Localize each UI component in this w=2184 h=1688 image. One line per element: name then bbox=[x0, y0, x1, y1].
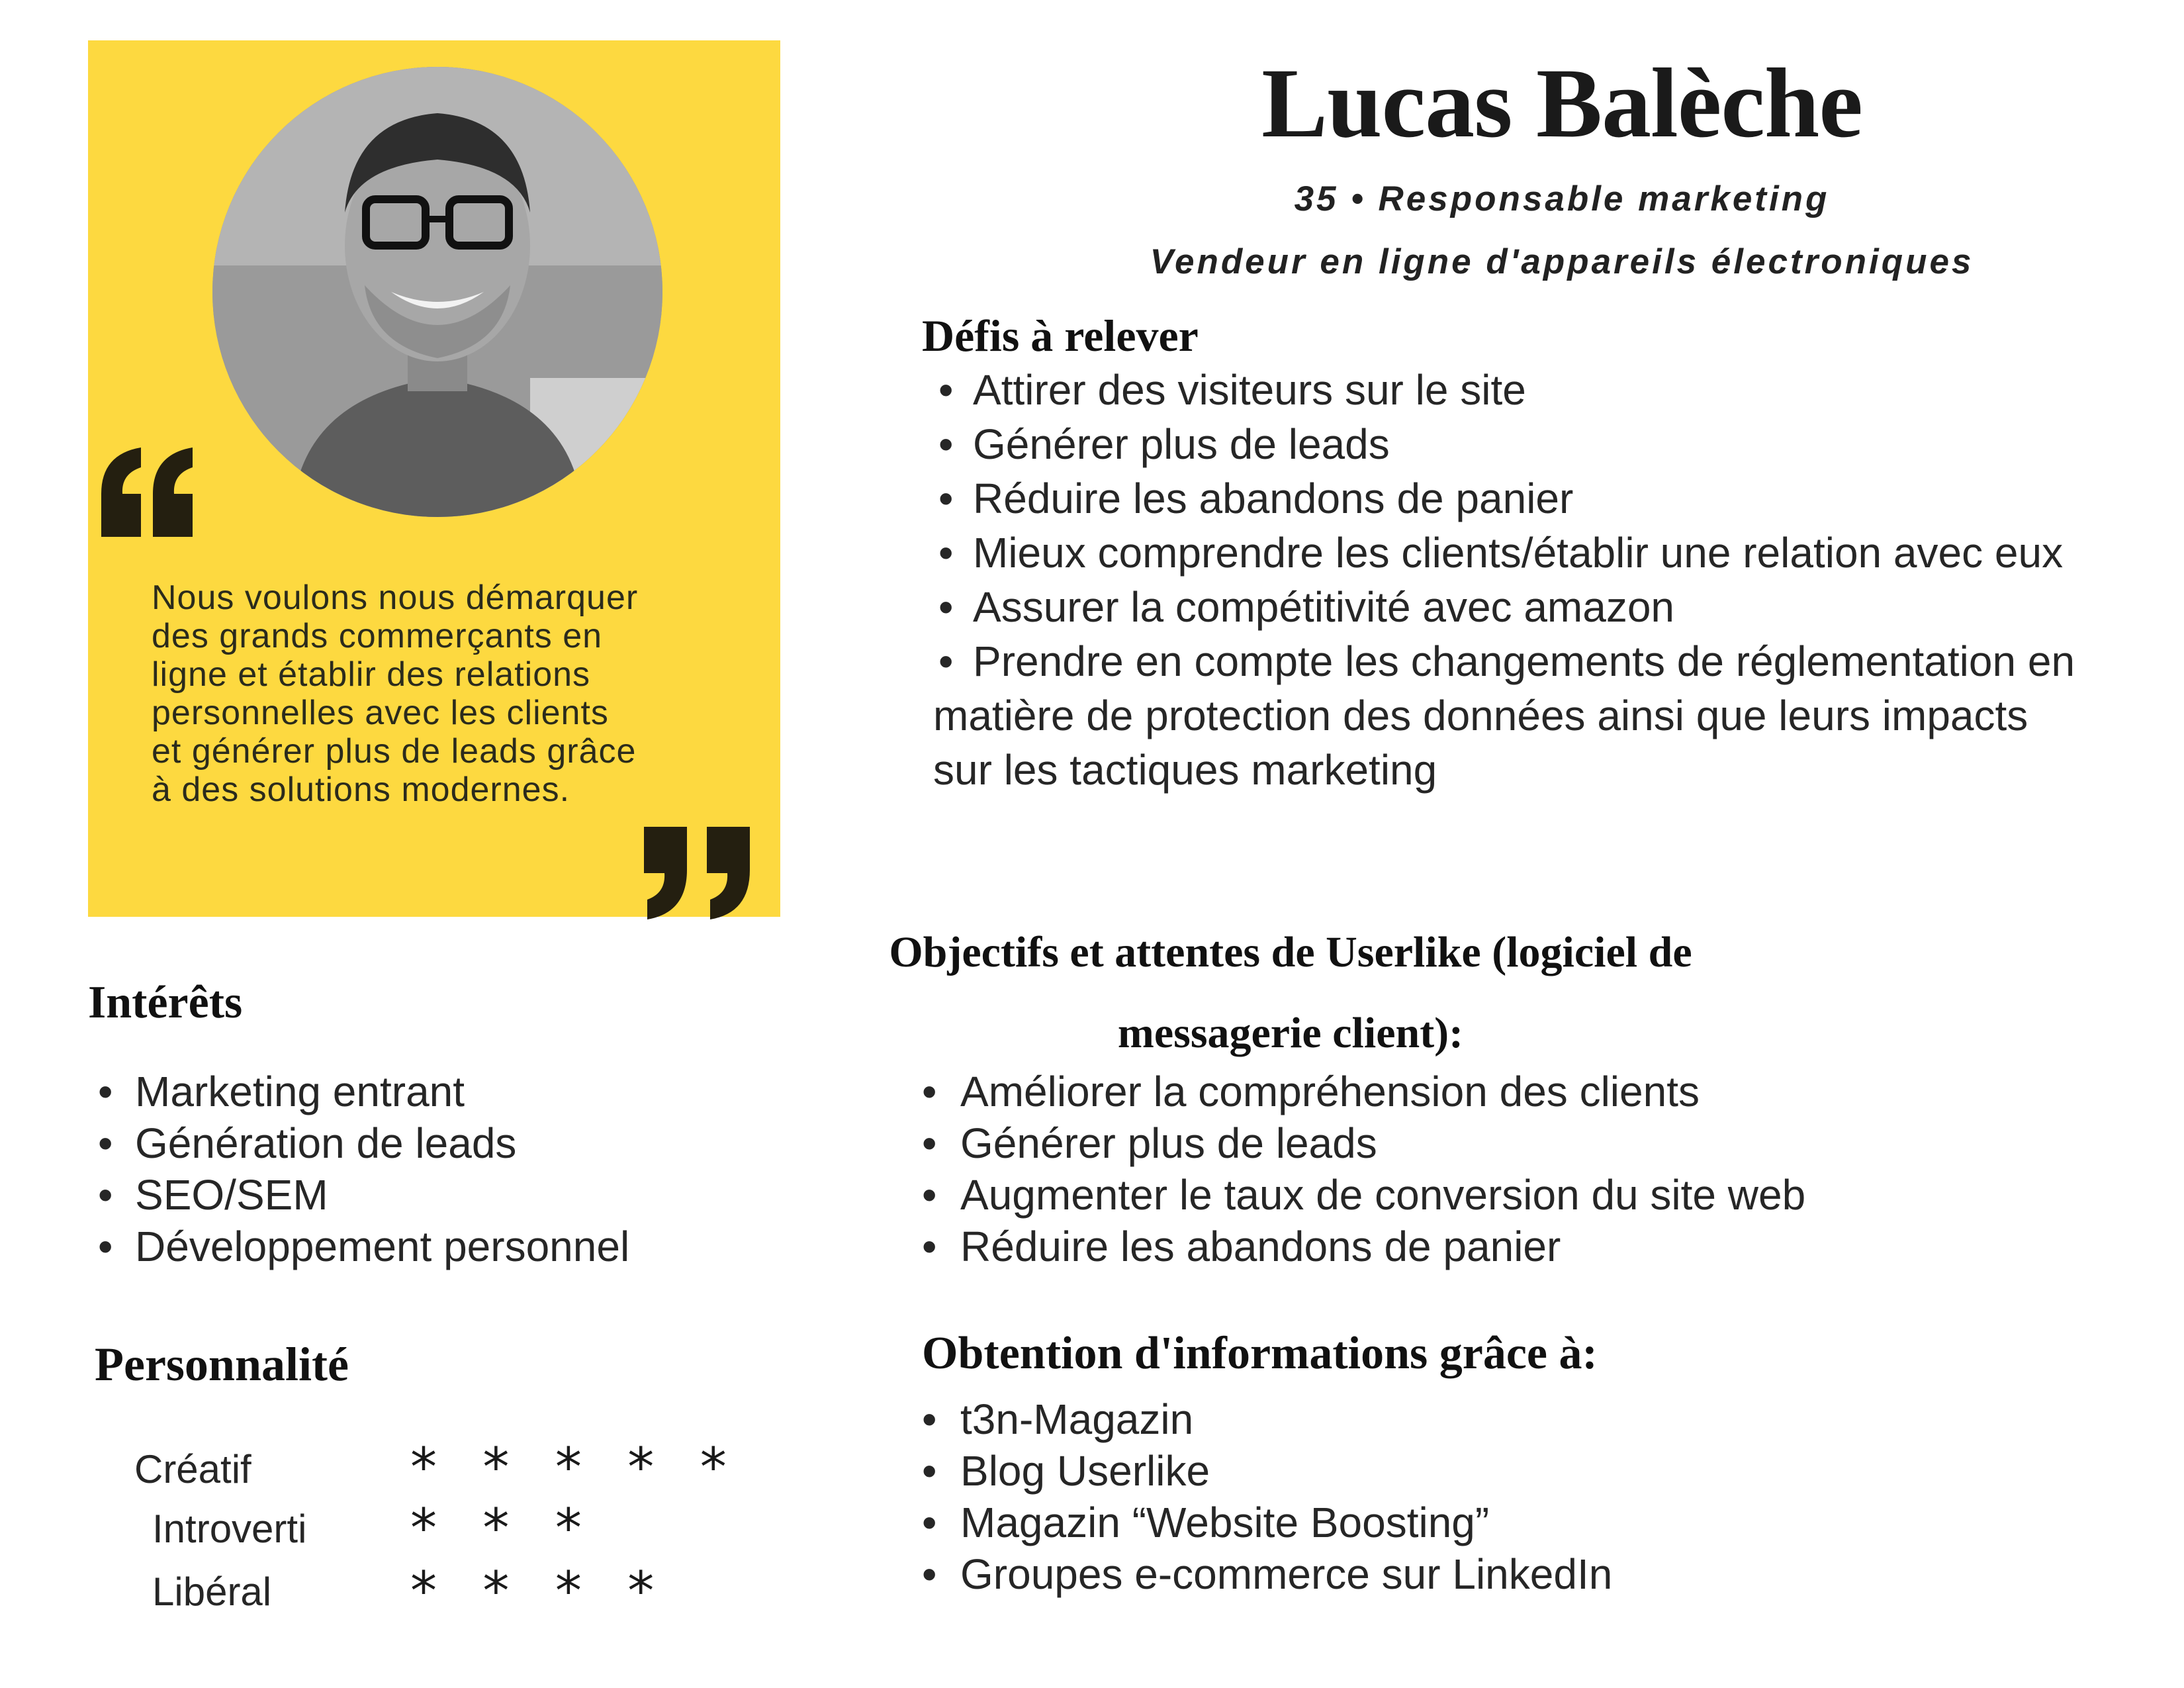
list-item: • Mieux comprendre les clients/établir une relation avec eux bbox=[933, 526, 2098, 580]
trait-label-creatif: Créatif bbox=[134, 1447, 251, 1491]
list-item: • Blog Userlike bbox=[922, 1445, 2047, 1497]
list-item: • t3n-Magazin bbox=[922, 1393, 2047, 1445]
list-item: • Prendre en compte les changements de réglementation en matière de protection des données ainsi que leurs impacts sur les tactiques marketing bbox=[933, 634, 2098, 797]
personality-heading: Personnalité bbox=[95, 1338, 349, 1391]
list-item: • Développement personnel bbox=[98, 1221, 826, 1272]
portrait-photo bbox=[212, 67, 662, 517]
quote-card bbox=[88, 40, 780, 917]
list-item: • Générer plus de leads bbox=[933, 417, 2098, 471]
list-item: • Marketing entrant bbox=[98, 1066, 826, 1117]
list-item: • Magazin “Website Boosting” bbox=[922, 1497, 2047, 1548]
persona-company: Vendeur en ligne d'appareils électroniques bbox=[1150, 242, 1974, 281]
list-item: • Réduire les abandons de panier bbox=[933, 471, 2098, 526]
interests-heading: Intérêts bbox=[88, 977, 243, 1028]
interests-list bbox=[98, 1066, 826, 1272]
quote-text: Nous voulons nous démarquer des grands commerçants en ligne et établir des relations personnelles avec les clients et générer plus de leads grâce à des solutions modernes. bbox=[152, 579, 639, 809]
trait-stars-liberal: * * * * bbox=[410, 1560, 669, 1622]
list-item: • SEO/SEM bbox=[98, 1169, 826, 1221]
list-item: • Groupes e-commerce sur LinkedIn bbox=[922, 1548, 2047, 1600]
list-item: • Générer plus de leads bbox=[922, 1117, 2047, 1169]
list-item: • Augmenter le taux de conversion du site web bbox=[922, 1169, 2047, 1221]
trait-label-introverti: Introverti bbox=[152, 1507, 307, 1551]
persona-role: 35 • Responsable marketing bbox=[1294, 179, 1830, 218]
open-quote-icon bbox=[95, 444, 201, 543]
trait-label-liberal: Libéral bbox=[152, 1570, 272, 1614]
goals-list bbox=[922, 1066, 2047, 1272]
sources-heading: Obtention d'informations grâce à: bbox=[922, 1328, 1598, 1379]
list-item: • Attirer des visiteurs sur le site bbox=[933, 363, 2098, 417]
list-item: • Assurer la compétitivité avec amazon bbox=[933, 580, 2098, 634]
trait-stars-introverti: * * * bbox=[410, 1497, 596, 1559]
challenges-heading: Défis à relever bbox=[922, 310, 1199, 361]
avatar bbox=[212, 67, 662, 517]
list-item: • Génération de leads bbox=[98, 1117, 826, 1169]
challenges-list bbox=[933, 363, 2098, 797]
persona-name: Lucas Balèche bbox=[1261, 48, 1862, 158]
list-item: • Améliorer la compréhension des clients bbox=[922, 1066, 2047, 1117]
sources-list bbox=[922, 1393, 2047, 1600]
close-quote-icon bbox=[641, 823, 756, 923]
trait-stars-creatif: * * * * * bbox=[410, 1436, 741, 1498]
goals-heading: Objectifs et attentes de Userlike (logiciel de messagerie client): bbox=[889, 928, 1692, 1057]
list-item: • Réduire les abandons de panier bbox=[922, 1221, 2047, 1272]
